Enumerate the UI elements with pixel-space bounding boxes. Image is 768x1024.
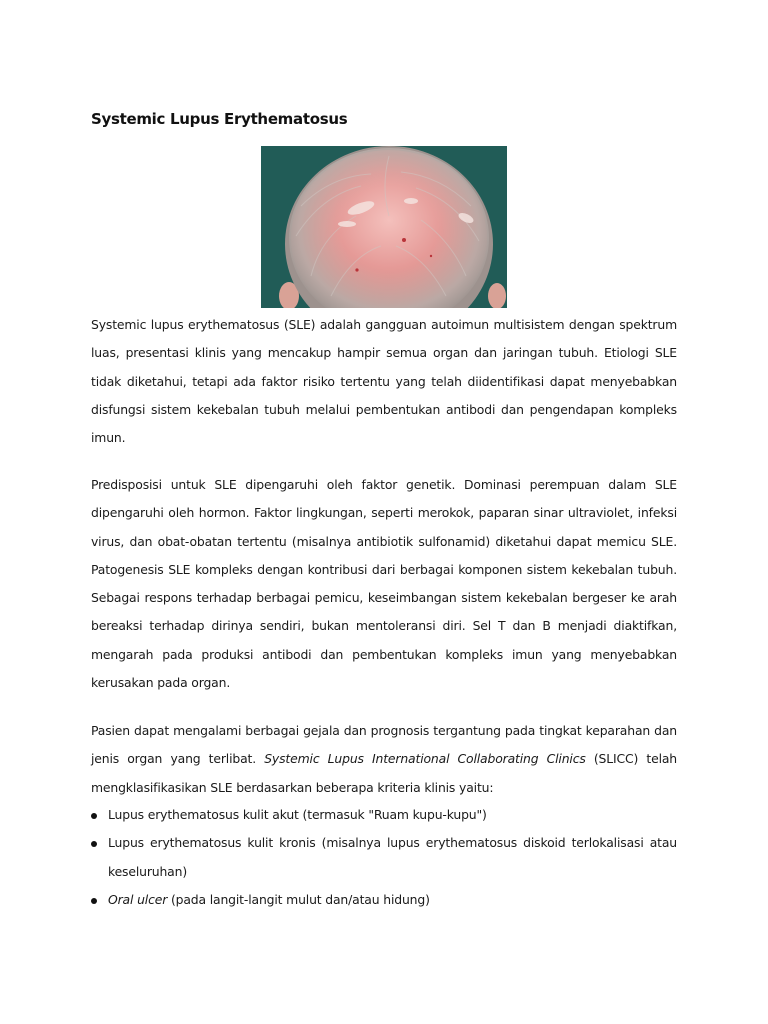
document-title: Systemic Lupus Erythematosus (91, 110, 348, 128)
list-item-text: Lupus erythematosus kulit kronis (misalnya lupus erythematosus diskoid terlokalisasi atau keseluruhan) (108, 835, 677, 879)
italic-term: Systemic Lupus International Collaborating Clinics (264, 751, 586, 767)
list-item (91, 829, 677, 886)
paragraph-sle-predisposition: Predisposisi untuk SLE dipengaruhi oleh faktor genetik. Dominasi perempuan dalam SLE dipengaruhi oleh hormon. Faktor lingkungan, seperti merokok, paparan sinar ultraviolet, infeksi virus, dan obat-obatan tertentu (misalnya antibiotik sulfonamid) diketahui dapat memicu SLE. Patogenesis SLE kompleks dengan kontribusi dari berbagai komponen sistem kekebalan tubuh. Sebagai respons terhadap berbagai pemicu, keseimbangan sistem kekebalan bergeser ke arah bereaksi terhadap dirinya sendiri, bukan mentoleransi diri. Sel T dan B menjadi diaktifkan, mengarah pada produksi antibodi dan pembentukan kompleks imun yang menyebabkan kerusakan pada organ. (91, 477, 677, 691)
paragraph-text: Pasien dapat mengalami berbagai gejala dan prognosis tergantung pada tingkat keparahan dan jenis organ yang terlibat. (91, 723, 677, 767)
bullet-icon (91, 841, 97, 847)
paragraph-slicc-criteria (91, 717, 677, 802)
list-item-italic: Oral ulcer (108, 891, 168, 907)
paragraph-sle-definition: Systemic lupus erythematosus (SLE) adalah gangguan autoimun multisistem dengan spektrum luas, presentasi klinis yang mencakup hampir semua organ dan jaringan tubuh. Etiologi SLE tidak diketahui, tetapi ada faktor risiko tertentu yang telah diidentifikasi dapat menyebabkan disfungsi sistem kekebalan tubuh melalui pembentukan antibodi dan pengendapan kompleks imun. (91, 317, 677, 446)
list-item-text: (pada langit-langit mulut dan/atau hidung) (167, 891, 430, 907)
bullet-icon (91, 813, 97, 819)
list-item (91, 886, 677, 914)
criteria-list (91, 801, 677, 914)
scalp-photo-image (261, 146, 507, 308)
bullet-icon (91, 898, 97, 904)
list-item-text: Lupus erythematosus kulit akut (termasuk "Ruam kupu-kupu") (108, 807, 487, 822)
scalp-photo (261, 146, 507, 308)
paragraph-text: (SLICC) telah mengklasifikasikan SLE berdasarkan beberapa kriteria klinis yaitu: (91, 751, 678, 795)
list-item (91, 801, 677, 829)
